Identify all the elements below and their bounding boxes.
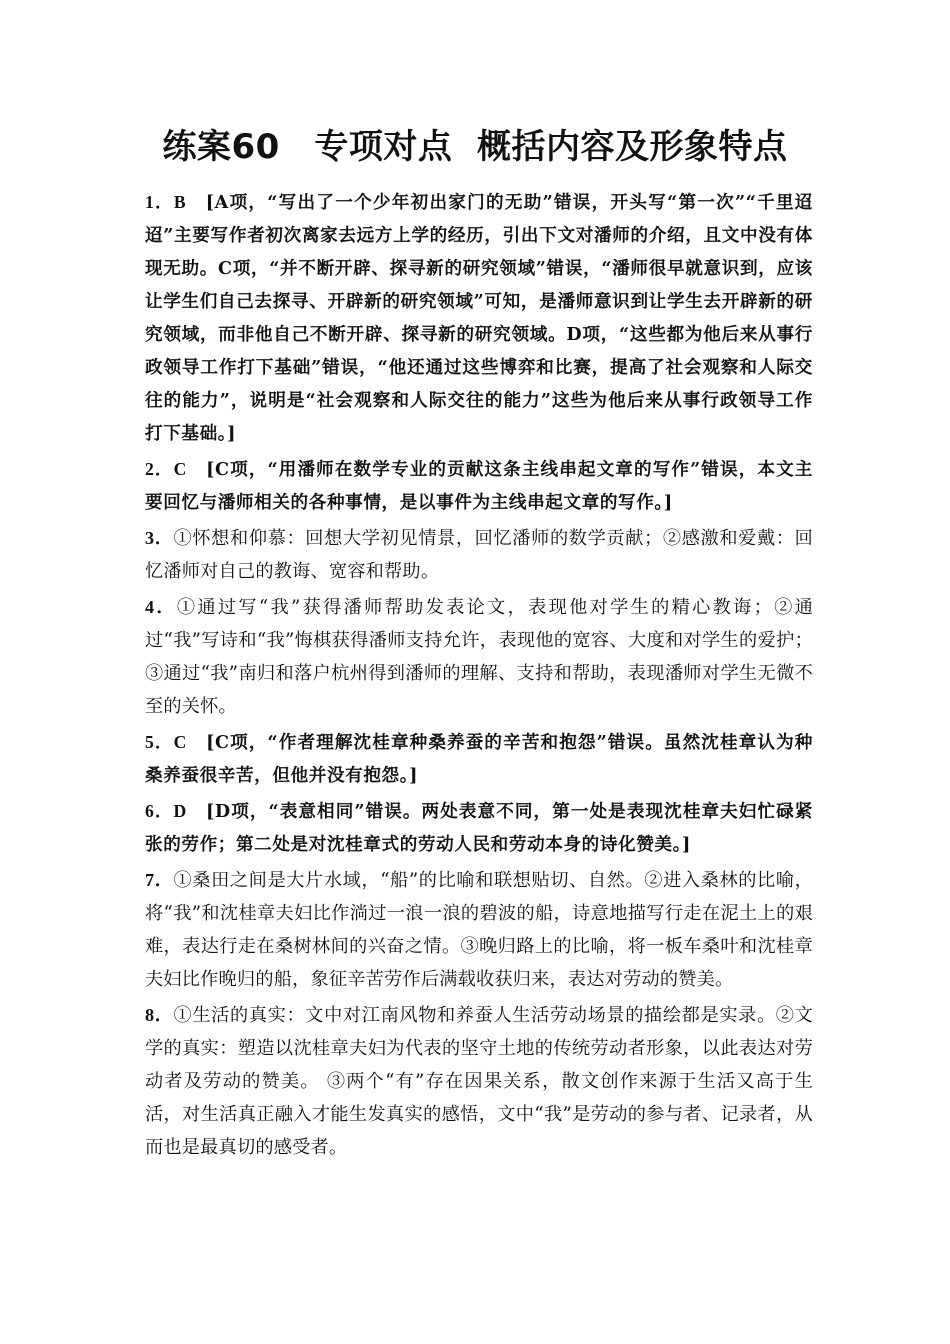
answer-text: ①生活的真实：文中对江南风物和养蚕人生活劳动场景的描绘都是实录。②文学的真实：塑造以沈桂章夫妇为代表的坚守土地的传统劳动者形象，以此表达对劳动者及劳动的赞美。 ③两个“有”存在因果关系，散文创作来源于生活又高于生活，对生活真正融入才能生发真实的感悟，文中“我”是劳动的参与者、记录者，从而也是最真切的感受者。 xyxy=(145,1005,813,1158)
answer-item-7 xyxy=(145,864,813,996)
answer-item-4 xyxy=(145,591,813,723)
answer-number: 6．D xyxy=(145,801,206,821)
answer-text: [C项，“用潘师在数学专业的贡献这条主线串起文章的写作”错误，本文主要回忆与潘师相关的各种事情，是以事件为主线串起文章的写作。] xyxy=(145,459,813,513)
answer-text: ①怀想和仰慕：回想大学初见情景，回忆潘师的数学贡献；②感激和爱戴：回忆潘师对自己的教诲、宽容和帮助。 xyxy=(145,528,813,582)
answer-number: 3． xyxy=(145,528,174,548)
answer-number: 7． xyxy=(145,870,174,890)
answer-item-2 xyxy=(145,453,813,519)
answer-text: ①通过写“我”获得潘师帮助发表论文，表现他对学生的精心教诲；②通过“我”写诗和“我”悔棋获得潘师支持允许，表现他的宽容、大度和对学生的爱护；③通过“我”南归和落户杭州得到潘师的理解、支持和帮助，表现潘师对学生无微不至的关怀。 xyxy=(145,597,813,717)
answer-number: 5．C xyxy=(145,732,207,752)
answer-number: 1．B xyxy=(145,192,206,212)
answer-item-8 xyxy=(145,999,813,1164)
answer-number: 4． xyxy=(145,597,177,617)
answer-text: [A项，“写出了一个少年初出家门的无助”错误，开头写“第一次”“千里迢迢”主要写作者初次离家去远方上学的经历，引出下文对潘师的介绍，且文中没有体现无助。C项，“并不断开辟、探寻新的研究领域”错误，“潘师很早就意识到，应该让学生们自己去探寻、开辟新的研究领域”可知，是潘师意识到让学生去开辟新的研究领域，而非他自己不断开辟、探寻新的研究领域。D项，“这些都为他后来从事行政领导工作打下基础”错误，“他还通过这些博弈和比赛，提高了社会观察和人际交往的能力”，说明是“社会观察和人际交往的能力”这些为他后来从事行政领导工作打下基础。] xyxy=(145,192,813,444)
answer-text: ①桑田之间是大片水域，“船”的比喻和联想贴切、自然。②进入桑林的比喻，将“我”和沈桂章夫妇比作淌过一浪一浪的碧波的船，诗意地描写行走在泥土上的艰难，表达行走在桑树林间的兴奋之情。③晚归路上的比喻，将一板车桑叶和沈桂章夫妇比作晚归的船，象征辛苦劳作后满载收获归来，表达对劳动的赞美。 xyxy=(145,870,813,990)
answer-list xyxy=(145,186,813,1167)
answer-number: 8． xyxy=(145,1005,174,1025)
answer-item-1 xyxy=(145,186,813,450)
answer-text: [C项，“作者理解沈桂章种桑养蚕的辛苦和抱怨”错误。虽然沈桂章认为种桑养蚕很辛苦，但他并没有抱怨。] xyxy=(145,732,813,786)
answer-number: 2．C xyxy=(145,459,207,479)
answer-item-6 xyxy=(145,795,813,861)
page-title: 练案60 专项对点 概括内容及形象特点 xyxy=(162,127,788,167)
answer-text: [D项，“表意相同”错误。两处表意不同，第一处是表现沈桂章夫妇忙碌紧张的劳作；第二处是对沈桂章式的劳动人民和劳动本身的诗化赞美。] xyxy=(145,801,813,855)
answer-item-5 xyxy=(145,726,813,792)
answer-item-3 xyxy=(145,522,813,588)
